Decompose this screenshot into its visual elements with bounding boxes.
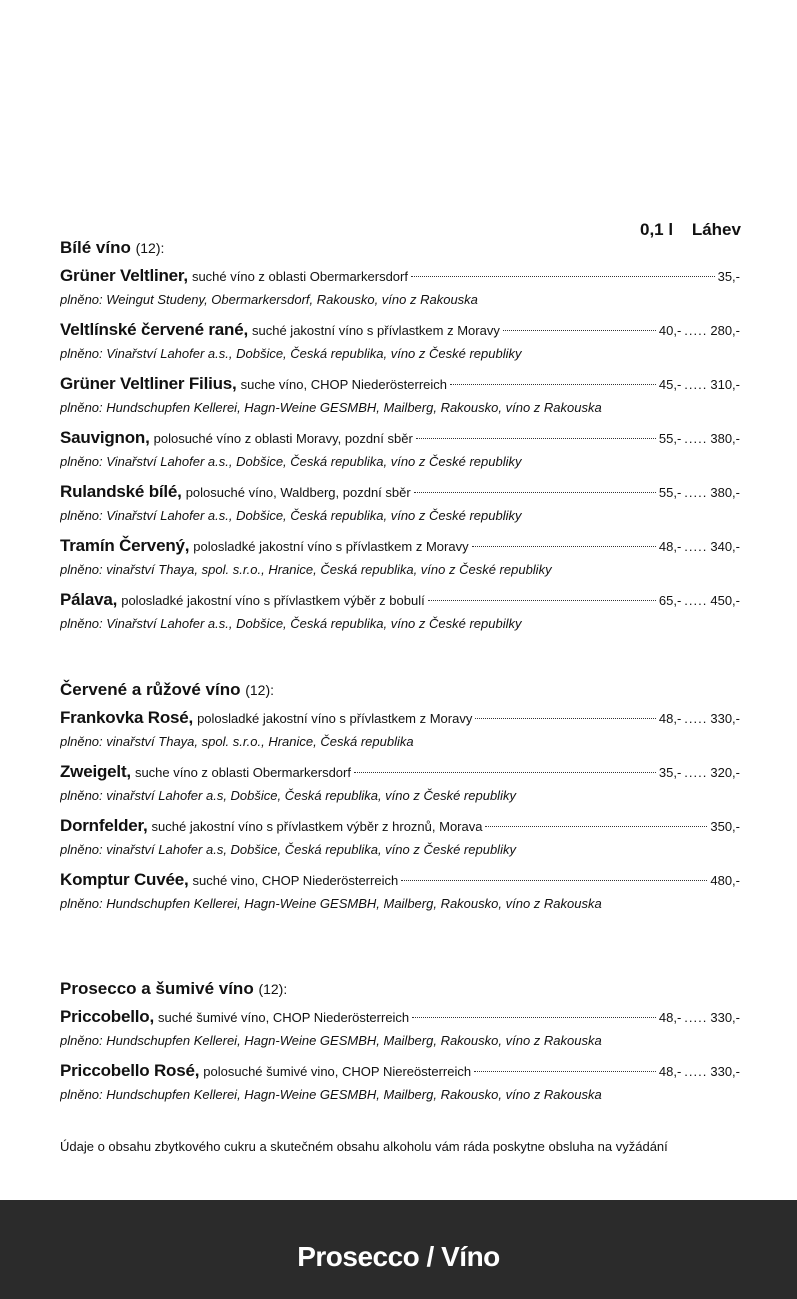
dot-leader (450, 384, 656, 385)
wine-name: Grüner Veltliner Filius, (60, 374, 237, 393)
section-red-rose-wine (60, 677, 740, 919)
price-glass: 55,- (658, 431, 682, 446)
wine-item-main-line (60, 811, 740, 840)
wine-name: Tramín Červený, (60, 536, 190, 555)
wine-item-main-line (60, 315, 740, 344)
price-glass: 48,- (658, 539, 682, 554)
price-glass: 35,- (658, 765, 682, 780)
section-title: Červené a růžové víno (12): (60, 680, 274, 699)
wine-producer: plněno: Vinařství Lahofer a.s., Dobšice, Česká republika, víno z České republiky (60, 454, 522, 469)
wine-item (60, 811, 740, 865)
wine-item-main-line (60, 531, 740, 560)
section-title: Prosecco a šumivé víno (12): (60, 979, 288, 998)
wine-item-main-line (60, 757, 740, 786)
dot-leader (414, 492, 656, 493)
wine-description: polosladké jakostní víno s přívlastkem z Moravy (193, 539, 469, 554)
dot-leader (472, 546, 656, 547)
dot-leader (411, 276, 715, 277)
wine-item (60, 1056, 740, 1110)
wine-name: Dornfelder, (60, 816, 148, 835)
price-glass: 48,- (658, 1064, 682, 1079)
wine-producer: plněno: Vinařství Lahofer a.s., Dobšice, Česká republika, víno z České republiky (60, 508, 522, 523)
price-glass: 40,- (658, 323, 682, 338)
wine-name: Rulandské bílé, (60, 482, 182, 501)
wine-list (60, 703, 740, 919)
wine-name: Grüner Veltliner, (60, 266, 188, 285)
price-separator: ..... (684, 323, 708, 338)
wine-name: Zweigelt, (60, 762, 131, 781)
price-separator: ..... (684, 539, 708, 554)
footer-bar (0, 1200, 797, 1299)
wine-item (60, 477, 740, 531)
wine-description: polosuché šumivé vino, CHOP Niereösterreich (203, 1064, 472, 1079)
dot-leader (428, 600, 656, 601)
wine-description: polosuché víno, Waldberg, pozdní sběr (185, 485, 411, 500)
footer-title: Prosecco / Víno (297, 1240, 500, 1272)
price-glass: 35,- (717, 269, 740, 284)
dot-leader (354, 772, 656, 773)
wine-producer: plněno: Hundschupfen Kellerei, Hagn-Weine GESMBH, Mailberg, Rakousko, víno z Rakouska (60, 1087, 602, 1102)
wine-item (60, 315, 740, 369)
price-header-bottle: Láhev (691, 220, 741, 239)
wine-producer: plněno: Weingut Studeny, Obermarkersdorf, Rakousko, víno z Rakouska (60, 292, 478, 307)
wine-description: polosuché víno z oblasti Moravy, pozdní sběr (153, 431, 413, 446)
price-bottle: 310,- (710, 377, 740, 392)
section-title: Bílé víno (12): (60, 238, 165, 257)
wine-description: polosladké jakostní víno s přívlastkem výběr z bobulí (121, 593, 425, 608)
dot-leader (416, 438, 656, 439)
wine-name: Komptur Cuvée, (60, 870, 189, 889)
wine-producer: plněno: vinařství Lahofer a.s, Dobšice, Česká republika, víno z České republiky (60, 788, 516, 803)
price-separator: ..... (684, 1064, 708, 1079)
price-separator: ..... (684, 431, 708, 446)
dot-leader (475, 718, 656, 719)
price-bottle: 330,- (710, 711, 740, 726)
wine-description: polosladké jakostní víno s přívlastkem z Moravy (197, 711, 473, 726)
price-separator: ..... (684, 711, 708, 726)
price-bottle: 450,- (710, 593, 740, 608)
wine-producer: plněno: Vinařství Lahofer a.s., Dobšice, Česká republika, víno z České repubilky (60, 616, 522, 631)
wine-name: Sauvignon, (60, 428, 150, 447)
price-bottle: 350,- (710, 819, 740, 834)
wine-item (60, 423, 740, 477)
price-bottle: 380,- (710, 485, 740, 500)
dot-leader (474, 1071, 656, 1072)
price-header-glass: 0,1 l (640, 220, 674, 239)
wine-producer: plněno: Hundschupfen Kellerei, Hagn-Weine GESMBH, Mailberg, Rakousko, víno z Rakouska (60, 1033, 602, 1048)
price-separator: ..... (684, 765, 708, 780)
wine-list (60, 261, 740, 639)
wine-description: suche víno, CHOP Niederösterreich (240, 377, 448, 392)
price-separator: ..... (684, 377, 708, 392)
price-separator: ..... (684, 1010, 708, 1025)
price-bottle: 330,- (710, 1064, 740, 1079)
wine-item-main-line (60, 865, 740, 894)
wine-item-main-line (60, 369, 740, 398)
wine-producer: plněno: vinařství Thaya, spol. s.r.o., Hranice, Česká republika, víno z České republiky (60, 562, 552, 577)
wine-producer: plněno: Hundschupfen Kellerei, Hagn-Weine GESMBH, Mailberg, Rakousko, víno z Rakouska (60, 400, 602, 415)
footnote: Údaje o obsahu zbytkového cukru a skutečném obsahu alkoholu vám ráda poskytne obsluha na vyžádání (60, 1139, 668, 1154)
wine-item (60, 757, 740, 811)
wine-name: Priccobello, (60, 1007, 154, 1026)
price-glass: 55,- (658, 485, 682, 500)
wine-item-main-line (60, 703, 740, 732)
wine-producer: plněno: vinařství Lahofer a.s, Dobšice, Česká republika, víno z České republiky (60, 842, 516, 857)
price-bottle: 480,- (710, 873, 740, 888)
wine-item-main-line (60, 1056, 740, 1085)
price-separator: ..... (684, 485, 708, 500)
wine-item (60, 585, 740, 639)
wine-item (60, 531, 740, 585)
price-glass: 48,- (658, 711, 682, 726)
section-white-wine (60, 235, 740, 639)
wine-producer: plněno: vinařství Thaya, spol. s.r.o., Hranice, Česká republika (60, 734, 414, 749)
wine-description: suche víno z oblasti Obermarkersdorf (134, 765, 351, 780)
wine-producer: plněno: Hundschupfen Kellerei, Hagn-Weine GESMBH, Mailberg, Rakousko, víno z Rakouska (60, 896, 602, 911)
wine-list (60, 1002, 740, 1110)
wine-item (60, 369, 740, 423)
wine-name: Frankovka Rosé, (60, 708, 194, 727)
dot-leader (503, 330, 656, 331)
price-separator: ..... (684, 593, 708, 608)
wine-item-main-line (60, 477, 740, 506)
wine-producer: plněno: Vinařství Lahofer a.s., Dobšice, Česká republika, víno z České republiky (60, 346, 522, 361)
dot-leader (412, 1017, 656, 1018)
section-sparkling-wine (60, 976, 740, 1110)
wine-description: suché šumivé víno, CHOP Niederösterreich (157, 1010, 410, 1025)
wine-description: suché vino, CHOP Niederösterreich (192, 873, 399, 888)
wine-item-main-line (60, 585, 740, 614)
price-bottle: 340,- (710, 539, 740, 554)
wine-name: Priccobello Rosé, (60, 1061, 200, 1080)
price-bottle: 320,- (710, 765, 740, 780)
wine-item-main-line (60, 1002, 740, 1031)
wine-item (60, 261, 740, 315)
price-glass: 45,- (658, 377, 682, 392)
wine-item-main-line (60, 423, 740, 452)
wine-item (60, 865, 740, 919)
wine-description: suché jakostní víno s přívlastkem výběr z hroznů, Morava (151, 819, 483, 834)
price-bottle: 380,- (710, 431, 740, 446)
price-bottle: 280,- (710, 323, 740, 338)
wine-item (60, 703, 740, 757)
dot-leader (485, 826, 707, 827)
wine-description: suché jakostní víno s přívlastkem z Moravy (252, 323, 500, 338)
wine-description: suché víno z oblasti Obermarkersdorf (191, 269, 408, 284)
price-bottle: 330,- (710, 1010, 740, 1025)
wine-item (60, 1002, 740, 1056)
wine-name: Veltlínské červené rané, (60, 320, 248, 339)
wine-name: Pálava, (60, 590, 118, 609)
wine-item-main-line (60, 261, 740, 290)
price-glass: 65,- (658, 593, 682, 608)
dot-leader (401, 880, 707, 881)
price-glass: 48,- (658, 1010, 682, 1025)
